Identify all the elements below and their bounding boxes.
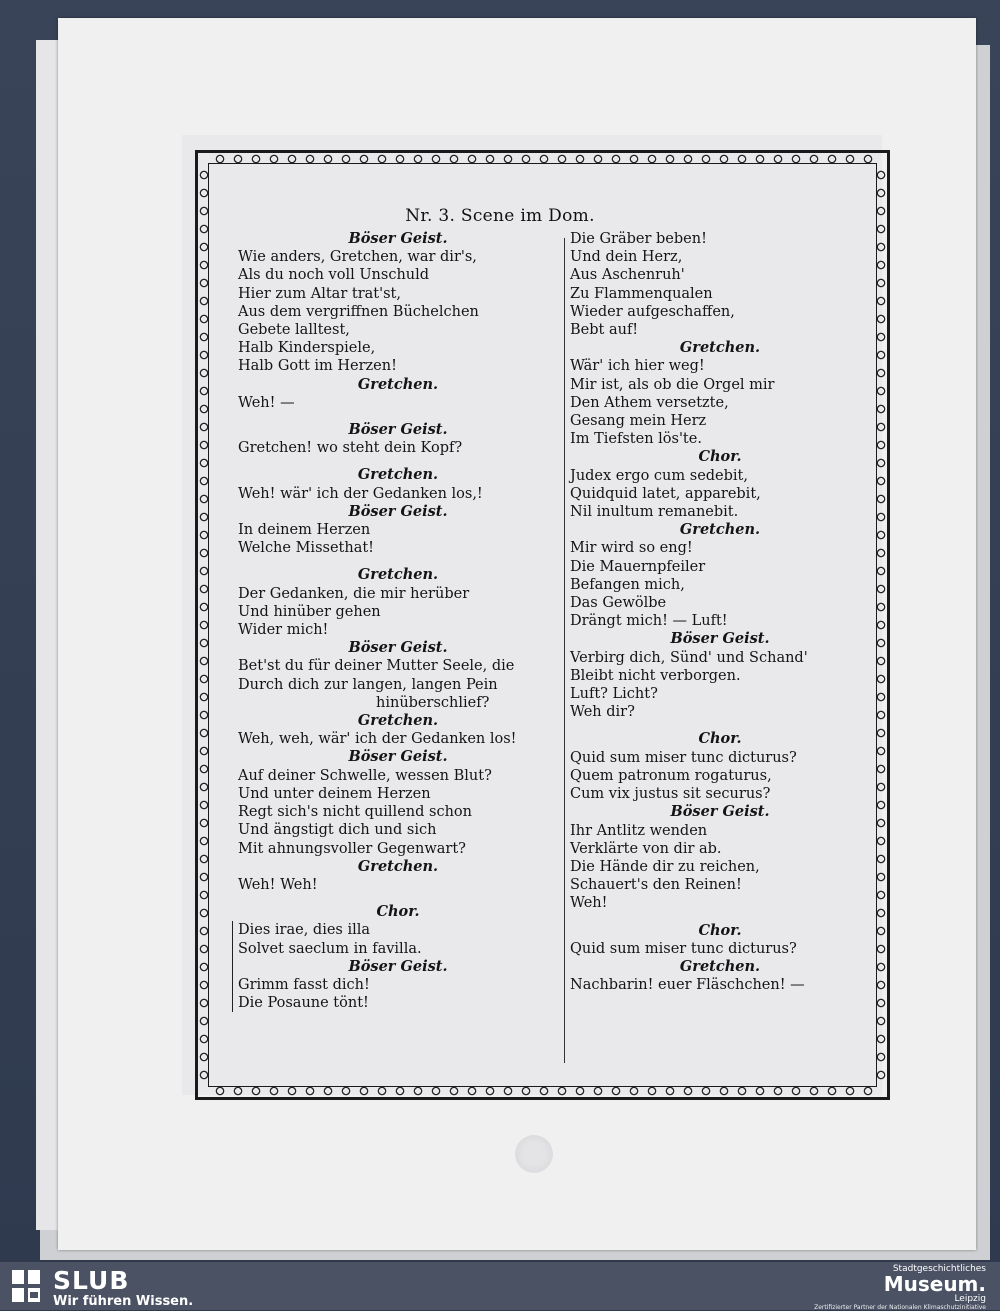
museum-logo[interactable]: [806, 1264, 986, 1311]
verse-line: Gebete lalltest,: [238, 322, 350, 339]
verse-line: Die Mauernpfeiler: [570, 558, 706, 575]
verse-line: Wieder aufgeschaffen,: [570, 303, 735, 320]
verse-line: Als du noch voll Unschuld: [238, 267, 430, 284]
verse-line: Auf deiner Schwelle, wessen Blut?: [238, 767, 492, 784]
bracketed-passage: [232, 921, 558, 1012]
stanza-gap: [570, 721, 870, 730]
verse-line: Hier zum Altar trat'st,: [238, 285, 401, 302]
verse-line: Weh! wär' ich der Gedanken los,!: [238, 485, 483, 502]
verse-line: Welche Missethat!: [238, 540, 375, 557]
verse-line: Wie anders, Gretchen, war dir's,: [238, 249, 477, 266]
verse-line: Drängt mich! — Luft!: [570, 613, 728, 630]
verse-line: Nachbarin! euer Fläschchen! —: [570, 977, 805, 994]
verse-line: Grimm fasst dich!: [238, 976, 370, 993]
verse-line: Mit ahnungsvoller Gegenwart?: [238, 840, 466, 857]
verse-line: Mir ist, als ob die Orgel mir: [570, 376, 775, 393]
viewer-footer: [0, 1262, 1000, 1310]
verse-line: Weh! —: [238, 394, 295, 411]
verse-line: Quid sum miser tunc dicturus?: [570, 940, 797, 957]
speaker-name: Böser Geist.: [348, 502, 448, 520]
verse-line: Das Gewölbe: [570, 595, 667, 612]
stanza-gap: [238, 457, 558, 466]
verse-line: Gesang mein Herz: [570, 413, 707, 430]
verse-line: Halb Gott im Herzen!: [238, 358, 397, 375]
verse-line: In deinem Herzen: [238, 522, 371, 539]
frame-ornament-bottom: [211, 1086, 874, 1096]
column-divider: [564, 238, 565, 1063]
verse-line: Die Posaune tönt!: [238, 995, 369, 1012]
stanza-gap: [570, 913, 870, 922]
verse-line: Schauert's den Reinen!: [570, 877, 742, 894]
museum-label: Stadtgeschichtliches: [892, 1264, 986, 1274]
slub-logo-icon: [10, 1268, 44, 1304]
right-text-column: [570, 230, 870, 994]
verse-line: Judex ergo cum sedebit,: [570, 467, 748, 484]
verse-line: Mir wird so eng!: [570, 540, 693, 557]
left-text-column: [238, 230, 558, 1012]
verse-line: Ihr Antlitz wenden: [570, 822, 708, 839]
speaker-name: Gretchen.: [357, 712, 439, 730]
speaker-name: Böser Geist.: [348, 748, 448, 766]
verse-line: Den Athem versetzte,: [570, 394, 729, 411]
verse-line: Und ängstigt dich und sich: [238, 822, 437, 839]
speaker-name: Gretchen.: [357, 466, 439, 484]
speaker-name: Chor.: [698, 730, 742, 748]
scene-title: Nr. 3. Scene im Dom.: [405, 206, 595, 226]
verse-line: Und hinüber gehen: [238, 603, 381, 620]
stanza-gap: [238, 894, 558, 903]
verse-line: Gretchen! wo steht dein Kopf?: [238, 440, 463, 457]
verse-line: Und unter deinem Herzen: [238, 785, 431, 802]
verse-line: Luft? Licht?: [570, 686, 658, 703]
verse-line: Aus Aschenruh': [570, 267, 685, 284]
verse-line: Wär' ich hier weg!: [570, 358, 705, 375]
verse-line: Quid sum miser tunc dicturus?: [570, 749, 797, 766]
verse-line: Weh! Weh!: [238, 876, 318, 893]
verse-line: Nil inultum remanebit.: [570, 504, 739, 521]
speaker-name: Gretchen.: [357, 566, 439, 584]
museum-partner-note: Zertifizierter Partner der Nationalen Klimaschutzinitiative: [814, 1304, 986, 1311]
verse-line: Wider mich!: [238, 622, 329, 639]
verse-line: Im Tiefsten lös'te.: [570, 431, 702, 448]
verse-line: Die Gräber beben!: [570, 231, 707, 247]
speaker-name: Böser Geist.: [348, 957, 448, 975]
verse-line: Die Hände dir zu reichen,: [570, 858, 760, 875]
verse-line: Bleibt nicht verborgen.: [570, 667, 741, 684]
speaker-name: Gretchen.: [679, 521, 761, 539]
speaker-name: Böser Geist.: [348, 421, 448, 439]
verse-line: Bebt auf!: [570, 322, 639, 339]
verse-line: Weh!: [570, 895, 608, 912]
speaker-name: Böser Geist.: [670, 803, 770, 821]
verse-line: Solvet saeclum in favilla.: [238, 940, 422, 957]
speaker-name: Böser Geist.: [348, 230, 448, 247]
verse-line: Befangen mich,: [570, 576, 685, 593]
verse-line: Cum vix justus sit securus?: [570, 786, 771, 803]
speaker-name: Chor.: [376, 903, 420, 921]
stanza-gap: [238, 557, 558, 566]
verse-line: Durch dich zur langen, langen Pein: [238, 676, 498, 693]
verse-line: hinüberschlief?: [376, 694, 490, 711]
verse-line: Quem patronum rogaturus,: [570, 767, 772, 784]
verse-line: Quidquid latet, apparebit,: [570, 485, 761, 502]
speaker-name: Chor.: [698, 448, 742, 466]
stanza-gap: [238, 412, 558, 421]
verse-line: Verbirg dich, Sünd' und Schand': [570, 649, 808, 666]
verse-line: Halb Kinderspiele,: [238, 340, 376, 357]
verse-line: Bet'st du für deiner Mutter Seele, die: [238, 658, 515, 675]
speaker-name: Gretchen.: [679, 339, 761, 357]
verse-line: Aus dem vergriffnen Büchelchen: [238, 303, 479, 320]
verse-line: Weh, weh, wär' ich der Gedanken los!: [238, 731, 517, 748]
museum-city: Leipzig: [954, 1294, 986, 1304]
verse-line: Der Gedanken, die mir herüber: [238, 585, 470, 602]
speaker-name: Böser Geist.: [348, 639, 448, 657]
speaker-name: Gretchen.: [679, 957, 761, 975]
speaker-name: Böser Geist.: [670, 630, 770, 648]
museum-name: Museum.: [883, 1272, 986, 1296]
embossed-stamp: [515, 1135, 553, 1173]
verse-line: Verklärte von dir ab.: [570, 840, 722, 857]
verse-line: Und dein Herz,: [570, 249, 683, 266]
verse-line: Zu Flammenqualen: [570, 285, 713, 302]
verse-line: Regt sich's nicht quillend schon: [238, 804, 472, 821]
speaker-name: Chor.: [698, 921, 742, 939]
library-name[interactable]: SLUB: [53, 1266, 130, 1295]
library-tagline: Wir führen Wissen.: [53, 1294, 194, 1309]
speaker-name: Gretchen.: [357, 375, 439, 393]
verse-line: Dies irae, dies illa: [238, 922, 371, 939]
speaker-name: Gretchen.: [357, 857, 439, 875]
verse-line: Weh dir?: [570, 704, 635, 721]
frame-ornament-right: [876, 166, 886, 1084]
